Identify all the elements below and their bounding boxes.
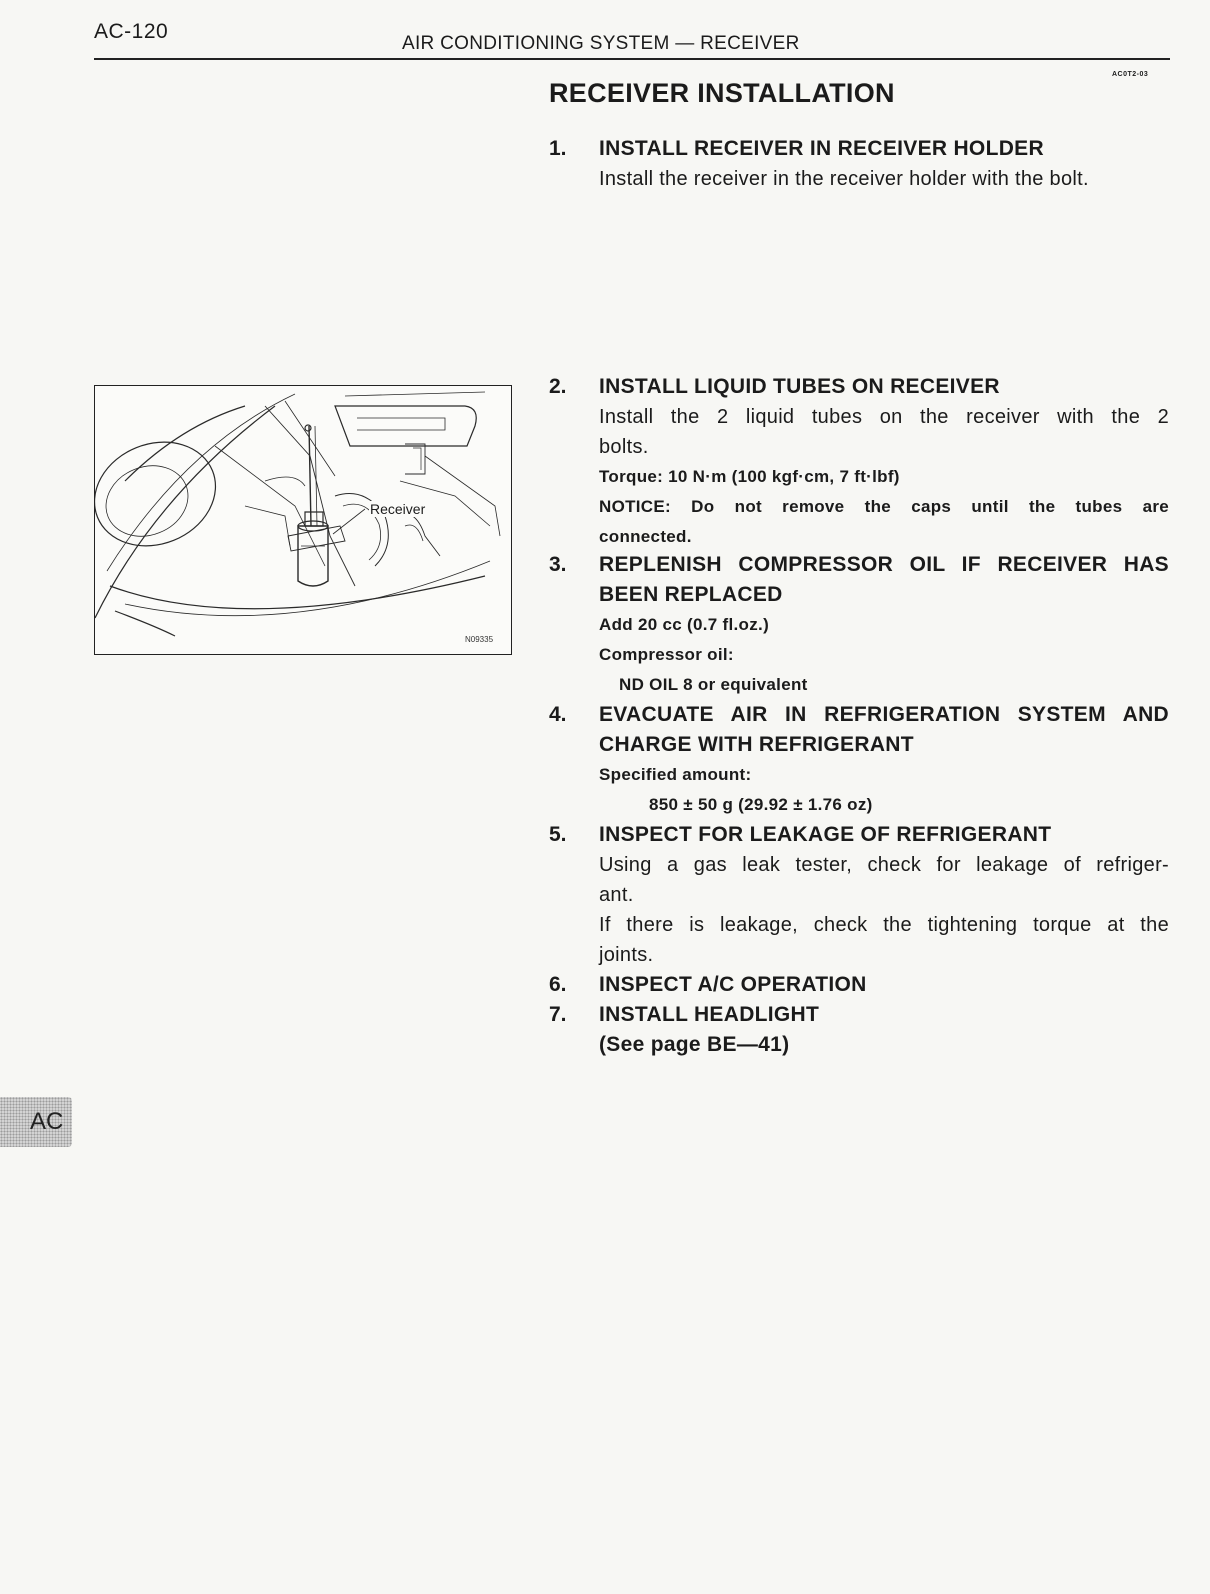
torque-spec: Torque: 10 N·m (100 kgf·cm, 7 ft·lbf) [599, 467, 900, 486]
step-number: 4. [549, 703, 567, 726]
page-number: AC-120 [94, 20, 169, 43]
step-body [599, 372, 1169, 552]
step-title: INSPECT FOR LEAKAGE OF REFRIGERANT [599, 823, 1052, 846]
receiver-callout: Receiver [370, 501, 426, 517]
step-text: ant. [599, 884, 634, 906]
receiver-illustration [94, 385, 512, 655]
section-side-tab [0, 1097, 72, 1147]
step-body [599, 820, 1169, 970]
step-text: Using a gas leak tester, check for leakage of refriger- [599, 854, 1169, 876]
step-number: 5. [549, 823, 567, 846]
step-title: INSTALL RECEIVER IN RECEIVER HOLDER [599, 137, 1044, 160]
engine-bay-drawing [95, 386, 511, 654]
header-rule [94, 58, 1170, 60]
figure-code: N09335 [465, 635, 494, 644]
step-number: 6. [549, 973, 567, 996]
step-text: Install the 2 liquid tubes on the receiver with the 2 [599, 406, 1169, 428]
step-text: bolts. [599, 436, 649, 458]
step-title: INSTALL LIQUID TUBES ON RECEIVER [599, 375, 1000, 398]
notice-text: NOTICE: Do not remove the caps until the tubes are [599, 497, 1169, 516]
step-number: 3. [549, 553, 567, 576]
step-number: 1. [549, 137, 567, 160]
step-text: joints. [599, 944, 654, 966]
doc-code: AC0T2-03 [1112, 71, 1149, 78]
step-title: REPLENISH COMPRESSOR OIL IF RECEIVER HAS [599, 553, 1169, 576]
step-title: INSTALL HEADLIGHT [599, 1003, 820, 1026]
running-title: AIR CONDITIONING SYSTEM — RECEIVER [402, 33, 800, 54]
notice-text: connected. [599, 527, 692, 546]
step-body [599, 1000, 1169, 1060]
section-title: RECEIVER INSTALLATION [549, 78, 895, 108]
oil-label: Compressor oil: [599, 645, 734, 664]
step-title: INSPECT A/C OPERATION [599, 973, 867, 996]
step-body [599, 970, 1169, 1000]
side-tab-label: AC [30, 1108, 64, 1135]
step-body [599, 550, 1169, 700]
step-text: Install the receiver in the receiver holder with the bolt. [599, 168, 1089, 190]
page-reference: (See page BE—41) [599, 1033, 790, 1056]
step-title: CHARGE WITH REFRIGERANT [599, 733, 914, 756]
spec-label: Specified amount: [599, 765, 752, 784]
step-title: BEEN REPLACED [599, 583, 783, 606]
spec-value: 850 ± 50 g (29.92 ± 1.76 oz) [649, 795, 873, 814]
step-text: If there is leakage, check the tightening torque at the [599, 914, 1169, 936]
step-number: 2. [549, 375, 567, 398]
step-body [599, 134, 1169, 194]
step-title: EVACUATE AIR IN REFRIGERATION SYSTEM AND [599, 703, 1169, 726]
oil-amount: Add 20 cc (0.7 fl.oz.) [599, 615, 770, 634]
step-body [599, 700, 1169, 820]
step-number: 7. [549, 1003, 567, 1026]
oil-value: ND OIL 8 or equivalent [619, 675, 808, 694]
